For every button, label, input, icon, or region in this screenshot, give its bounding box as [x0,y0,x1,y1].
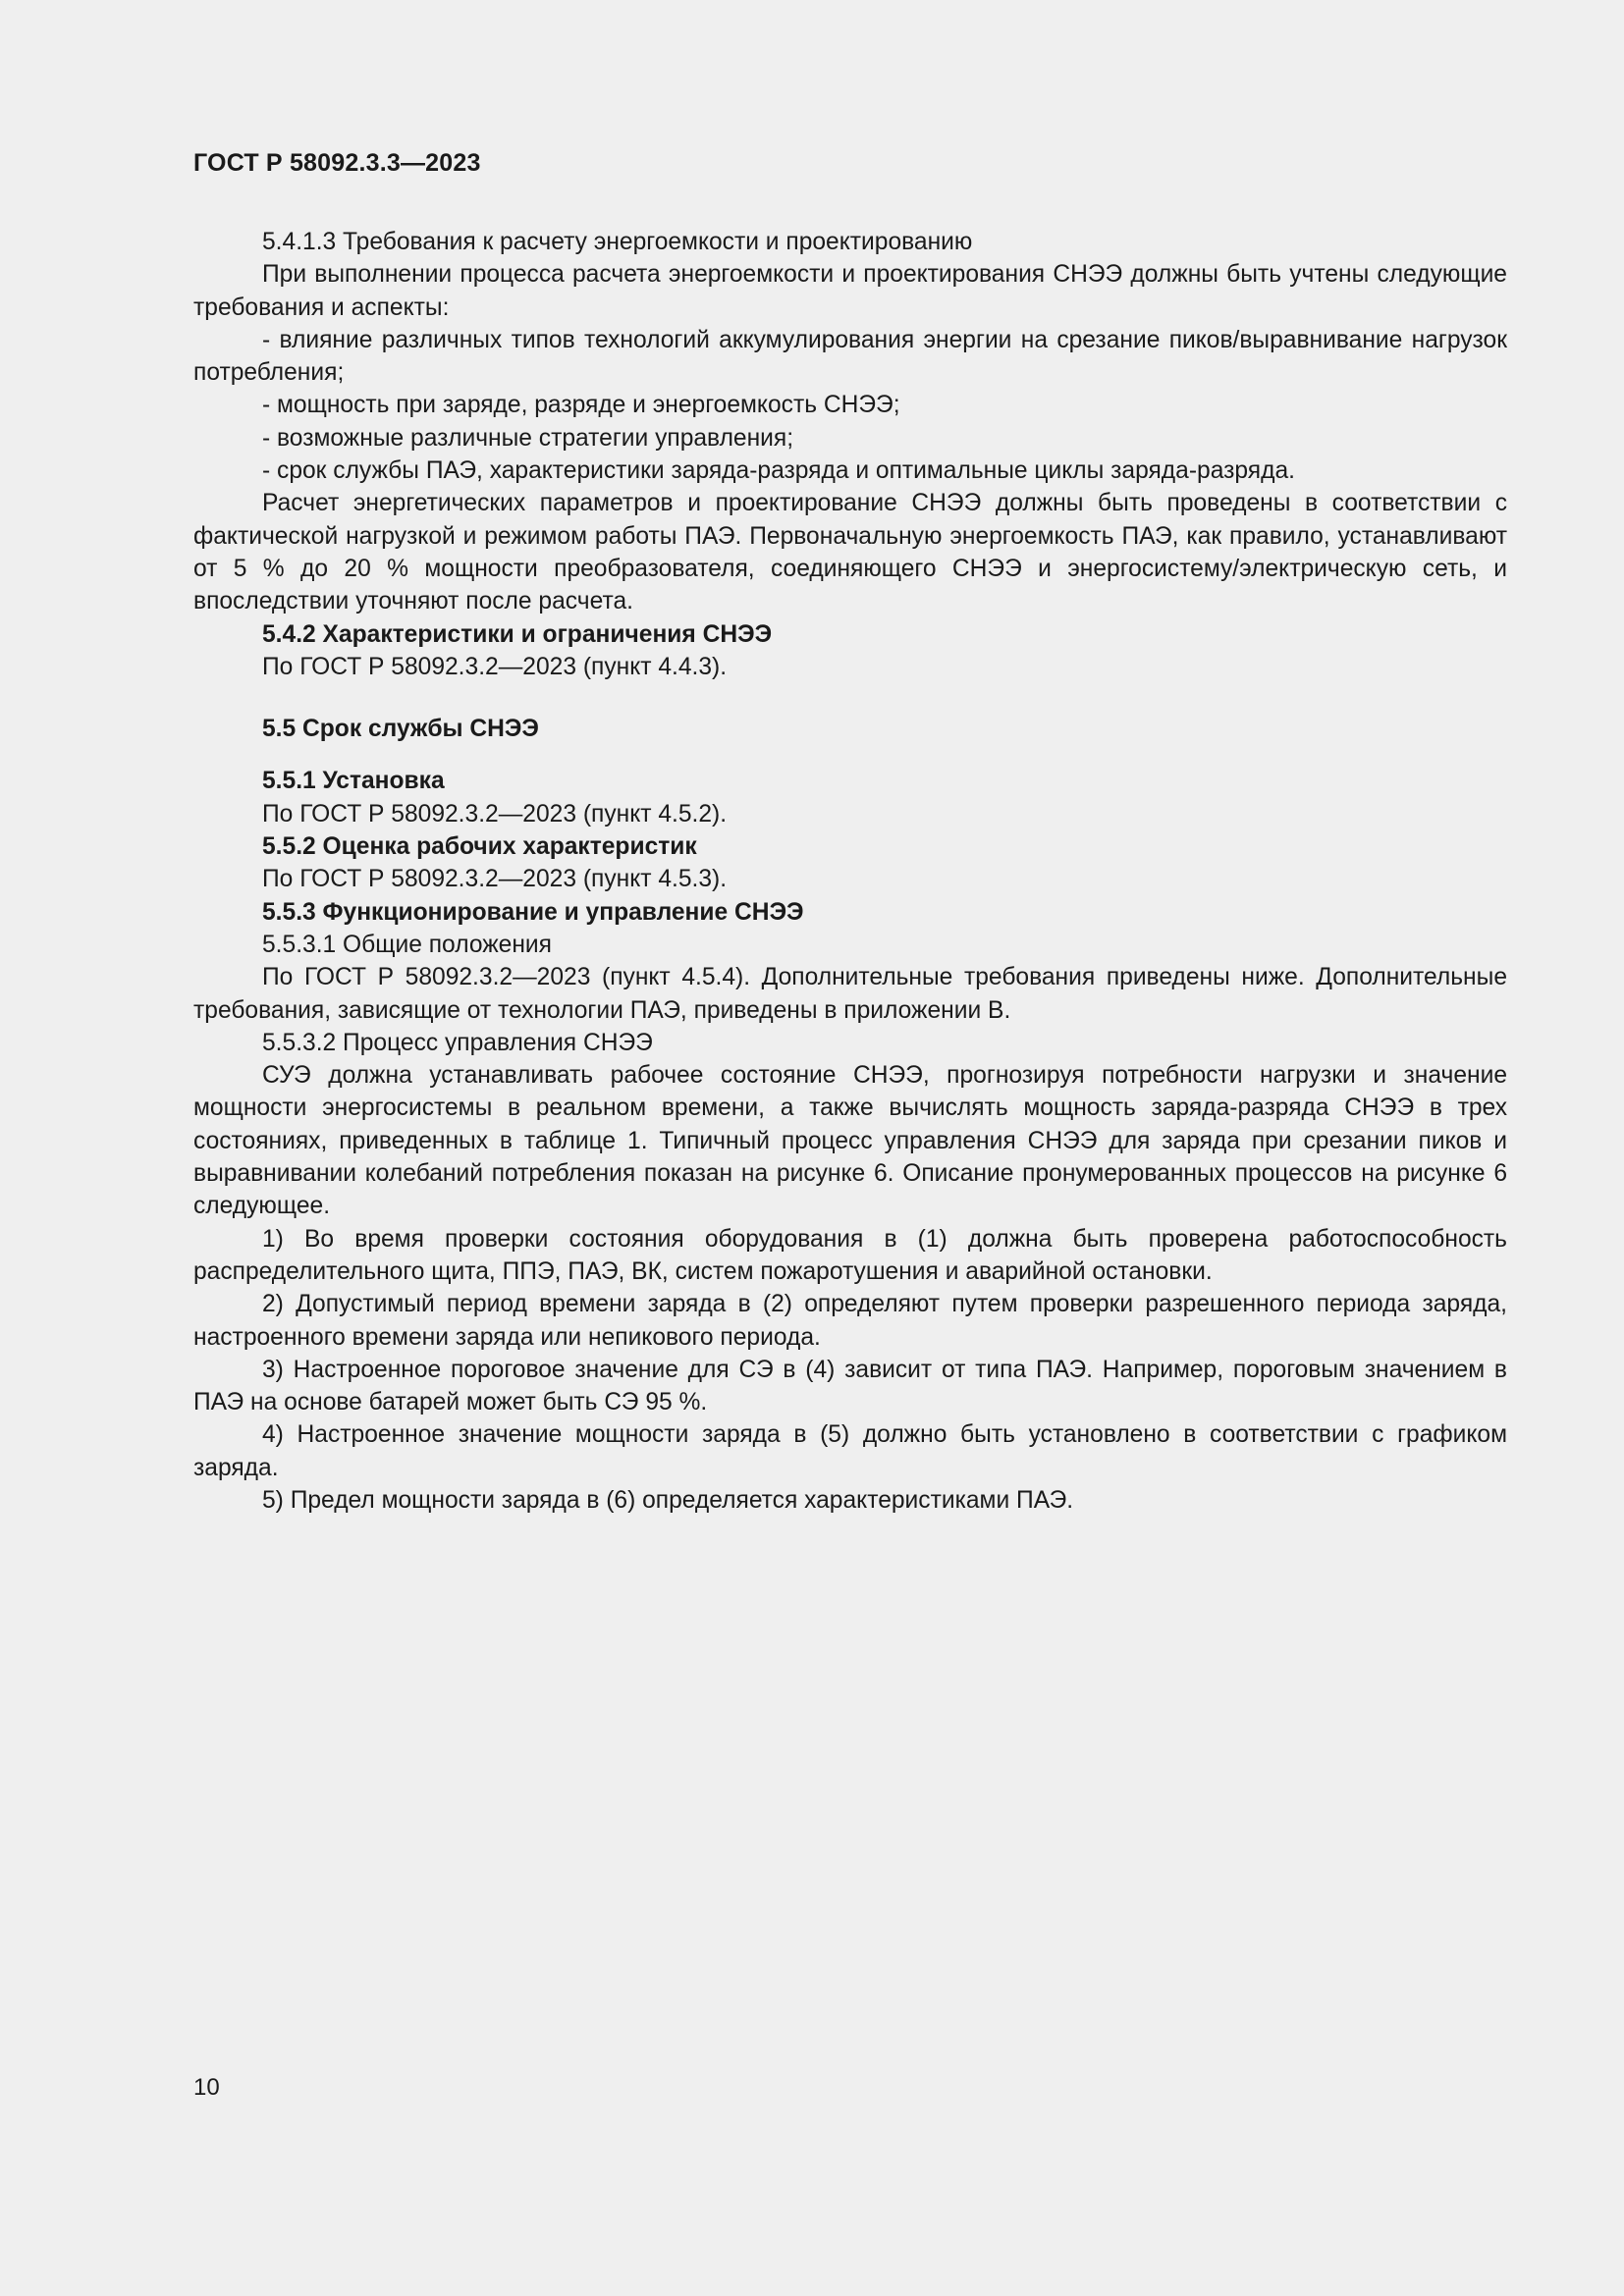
numbered-item-4: 4) Настроенное значение мощности заряда в (5) должно быть установлено в соответствии с графиком заряда. [193,1421,1507,1481]
numbered-item-3: 3) Настроенное пороговое значение для СЭ в (4) зависит от типа ПАЭ. Например, пороговым значением в ПАЭ на основе батарей может быть СЭ 95 %. [193,1356,1507,1416]
section-heading-5-5: 5.5 Срок службы СНЭЭ [262,716,539,743]
list-item-storage-technologies: - влияние различных типов технологий аккумулирования энергии на срезание пиков/выравнивание нагрузок потребления; [193,326,1507,387]
section-heading-5-5-2: 5.5.2 Оценка рабочих характеристик [262,833,697,861]
reference-4-4-3: По ГОСТ Р 58092.3.2—2023 (пункт 4.4.3). [262,653,728,680]
section-heading-5-5-3: 5.5.3 Функционирование и управление СНЭЭ [262,898,804,926]
paragraph-energy-calculation: Расчет энергетических параметров и проектирование СНЭЭ должны быть проведены в соответствии с фактической нагрузкой и режимом работы ПАЭ. Первоначальную энергоемкость ПАЭ, как правило, устанавливают от 5 % до 20 % мощности преобразователя, соединяющего СНЭЭ и энергосистему/электрическую сеть, и впоследствии уточняют после расчета. [193,490,1507,615]
paragraph-requirements-intro: При выполнении процесса расчета энергоемкости и проектирования СНЭЭ должны быть учтены следующие требования и аспекты: [193,261,1507,321]
reference-4-5-3: По ГОСТ Р 58092.3.2—2023 (пункт 4.5.3). [262,866,728,893]
paragraph-general-provisions: По ГОСТ Р 58092.3.2—2023 (пункт 4.5.4). Дополнительные требования приведены ниже. Дополнительные требования, зависящие от технологии ПАЭ, приведены в приложении В. [193,964,1507,1024]
section-heading-5-4-2: 5.4.2 Характеристики и ограничения СНЭЭ [262,620,773,648]
list-item-service-life: - срок службы ПАЭ, характеристики заряда-разряда и оптимальные циклы заряда-разряда. [262,457,1295,485]
numbered-item-1: 1) Во время проверки состояния оборудования в (1) должна быть проверена работоспособность распределительного щита, ППЭ, ПАЭ, ВК, систем пожаротушения и аварийной остановки. [193,1225,1507,1285]
reference-4-5-2: По ГОСТ Р 58092.3.2—2023 (пункт 4.5.2). [262,800,728,828]
subsection-title-5-5-3-1: 5.5.3.1 Общие положения [262,931,552,958]
list-item-control-strategies: - возможные различные стратегии управления; [262,424,794,452]
numbered-item-2: 2) Допустимый период времени заряда в (2) определяют путем проверки разрешенного периода заряда, настроенного времени заряда или непикового периода. [193,1291,1507,1351]
document-code-header: ГОСТ Р 58092.3.3—2023 [193,149,481,177]
subsection-title-5-5-3-2: 5.5.3.2 Процесс управления СНЭЭ [262,1029,653,1056]
list-item-power-capacity: - мощность при заряде, разряде и энергоемкость СНЭЭ; [262,392,900,419]
numbered-item-5: 5) Предел мощности заряда в (6) определяется характеристиками ПАЭ. [262,1486,1074,1514]
subsection-title-5-4-1-3: 5.4.1.3 Требования к расчету энергоемкости и проектированию [262,229,973,255]
paragraph-control-process: СУЭ должна устанавливать рабочее состояние СНЭЭ, прогнозируя потребности нагрузки и значение мощности энергосистемы в реальном времени, а также вычислять мощность заряда-разряда СНЭЭ в трех состояниях, приведенных в таблице 1. Типичный процесс управления СНЭЭ для заряда при срезании пиков и выравнивании колебаний потребления показан на рисунке 6. Описание пронумерованных процессов на рисунке 6 следующее. [193,1062,1507,1220]
page-number: 10 [193,2074,220,2101]
document-body [193,226,1507,1517]
section-heading-5-5-1: 5.5.1 Установка [262,768,445,795]
